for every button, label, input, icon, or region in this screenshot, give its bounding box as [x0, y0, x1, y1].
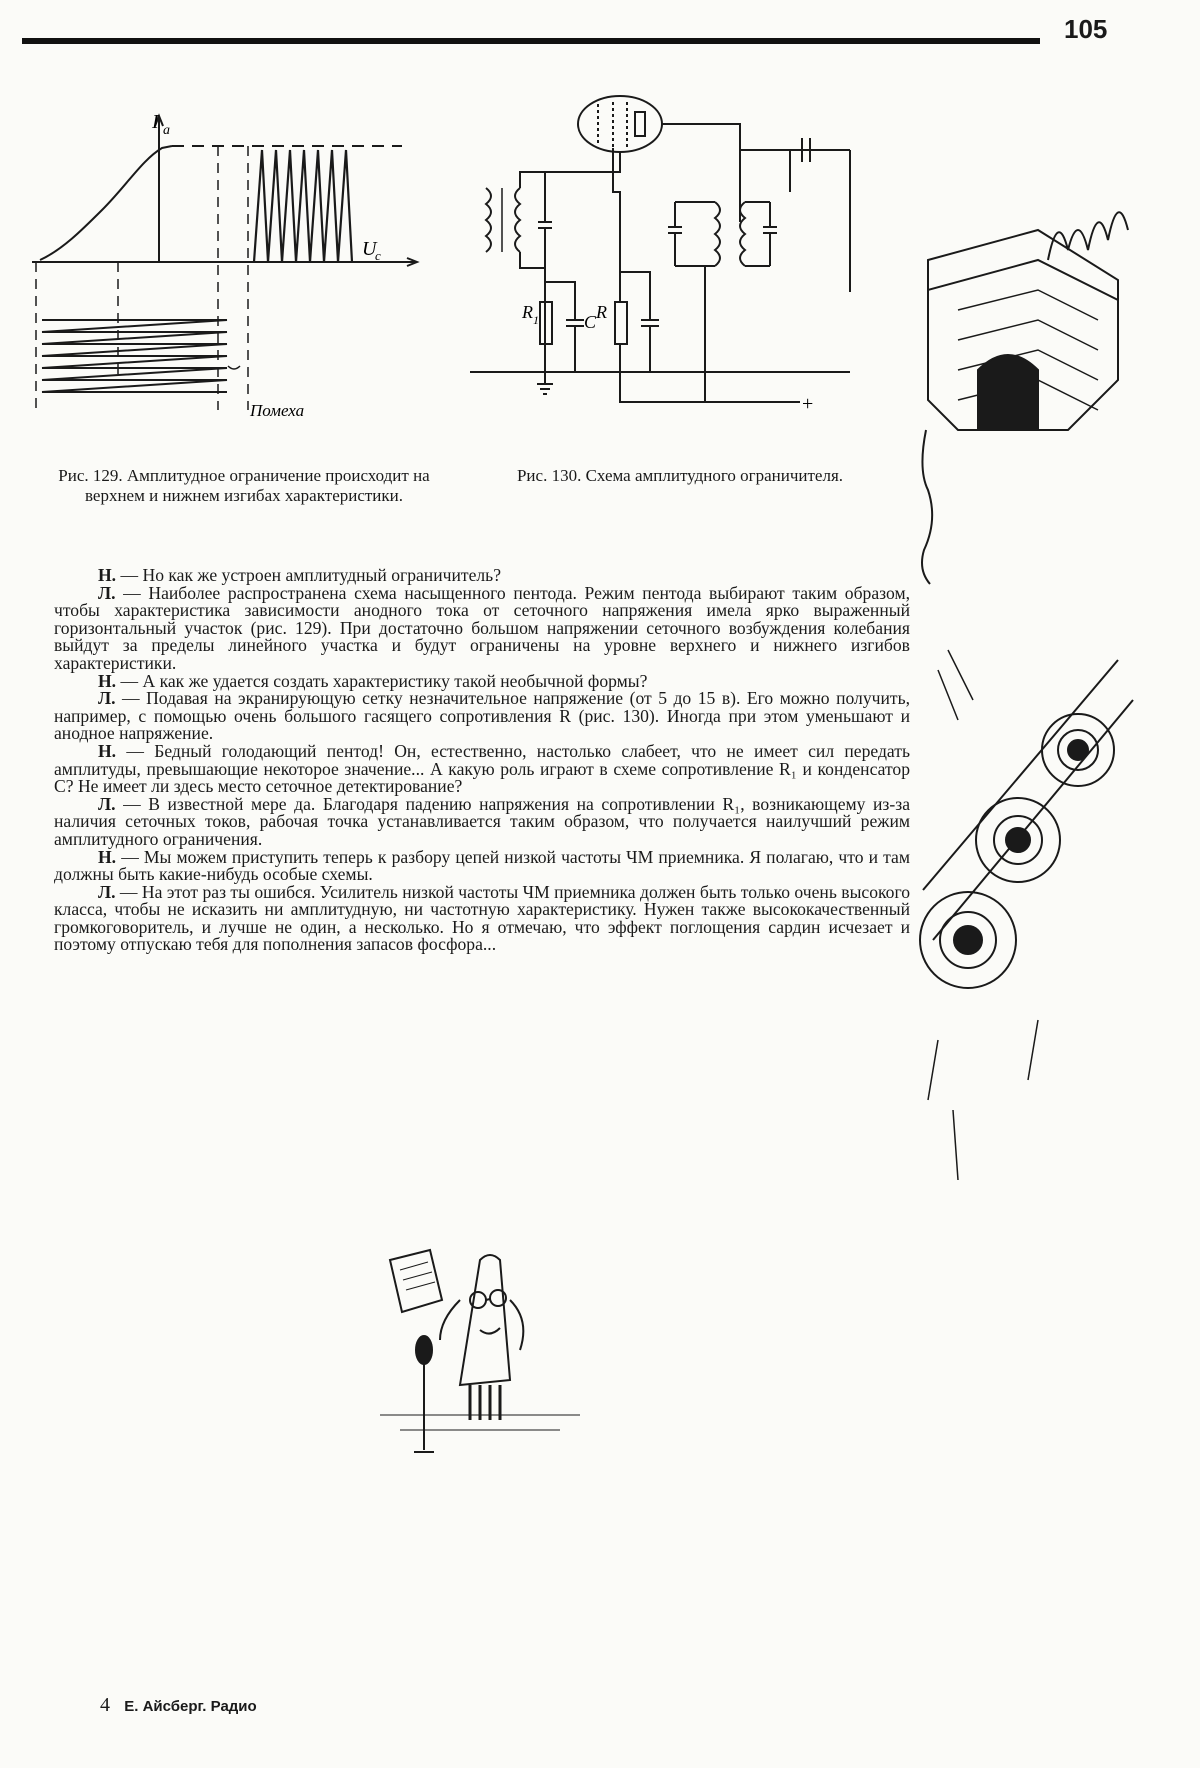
- axis-y-label: I: [152, 111, 159, 133]
- input-waveform: [42, 320, 227, 392]
- axis-x-label: U: [362, 238, 377, 260]
- dialogue-text: [54, 567, 910, 954]
- dialogue-line: Н. — Но как же устроен амплитудный ограничитель?: [98, 565, 502, 585]
- dialogue-line: Н. — Бедный голодающий пентод! Он, естественно, настолько слабеет, что не имеет сил передать амплитуды, превышающие некоторое значение... А какую роль играют в схеме сопротивление R₁ и конденсатор C? Не имеет ли здесь место сеточное детектирование?: [54, 740, 910, 797]
- wall-limiter-illustration: [918, 190, 1150, 590]
- label-r1-sub: 1: [533, 313, 539, 327]
- dialogue-line: Н. — А как же удается создать характеристику такой необычной формы?: [98, 670, 648, 691]
- page-number: 105: [1064, 14, 1108, 44]
- label-r: R: [596, 302, 607, 322]
- figure-130-circuit: [470, 92, 890, 464]
- noise-label: Помеха: [250, 401, 305, 420]
- header-rule: [22, 38, 1040, 44]
- characteristic-curve: [40, 146, 172, 260]
- dialogue-line: Л. — Наиболее распространена схема насыщенного пентода. Режим пентода выбирают таким образом, чтобы характеристика зависимости анодного тока от сеточного напряжения имела ярко выраженный горизонтальный участок (рис. 129). При достаточно большом напряжении сеточного возбуждения колебания выйдут за пределы линейного участка и будут ограничены на уровне верхнего и нижнего изгибов характеристики.: [54, 582, 910, 673]
- loudspeakers-illustration: [918, 640, 1150, 1190]
- page-footer: [100, 1694, 257, 1717]
- label-c: C: [584, 312, 597, 332]
- dialogue-line: Л. — Подавая на экранирующую сетку незначительное напряжение (от 5 до 15 в). Его можно получить, например, с помощью очень большого гасящего сопротивления R (рис. 130). Иногда при этом уменьшают и анодное напряжение.: [54, 688, 910, 744]
- axis-y-sub: a: [163, 123, 170, 138]
- clipped-output: [254, 150, 352, 262]
- figure-130-caption: Рис. 130. Схема амплитудного ограничителя.: [516, 466, 844, 485]
- sheet-number: 4: [100, 1694, 110, 1716]
- tube-character-illustration: [380, 1240, 580, 1480]
- dialogue-line: Н. — Мы можем приступить теперь к разбору цепей низкой частоты ЧМ приемника. Я полагаю, что и там должны быть какие-нибудь особые схемы.: [54, 846, 910, 885]
- paper-sheet: [390, 1250, 442, 1312]
- capacitor-c: [545, 282, 584, 372]
- dialogue-line: Л. — В известной мере да. Благодаря падению напряжения на сопротивлении R₁, возникающему из-за наличия сеточных токов, рабочая точка устанавливается таким образом, что получается наилучший режим амплитудного ограничения.: [54, 793, 910, 849]
- pentode-tube: [578, 96, 662, 152]
- tube-body: [460, 1255, 510, 1385]
- label-plus: +: [802, 393, 814, 415]
- microphone: [416, 1336, 432, 1364]
- label-r1: R: [522, 302, 533, 322]
- figure-129-characteristic: [22, 110, 462, 450]
- figure-129-caption: Рис. 129. Амплитудное ограничение происходит на верхнем и нижнем изгибах характеристики.: [58, 466, 430, 505]
- coupling-capacitor: [790, 138, 850, 162]
- axis-x-sub: c: [375, 248, 381, 263]
- dialogue-line: Л. — На этот раз ты ошибся. Усилитель низкой частоты ЧМ приемника должен быть только очень высокого класса, чтобы не исказить ни амплитудную, ни частотную характеристику. Нужен также высококачественный громкоговоритель, и лучше не один, а несколько. Но я отмечаю, что эффект поглощения сардин исчезает и поэтому отпускаю тебя для пополнения запасов фосфора...: [54, 881, 911, 955]
- ground-line: [470, 372, 850, 394]
- author-title: Е. Айсберг. Радио: [124, 1698, 257, 1715]
- resistor-r: [615, 302, 627, 344]
